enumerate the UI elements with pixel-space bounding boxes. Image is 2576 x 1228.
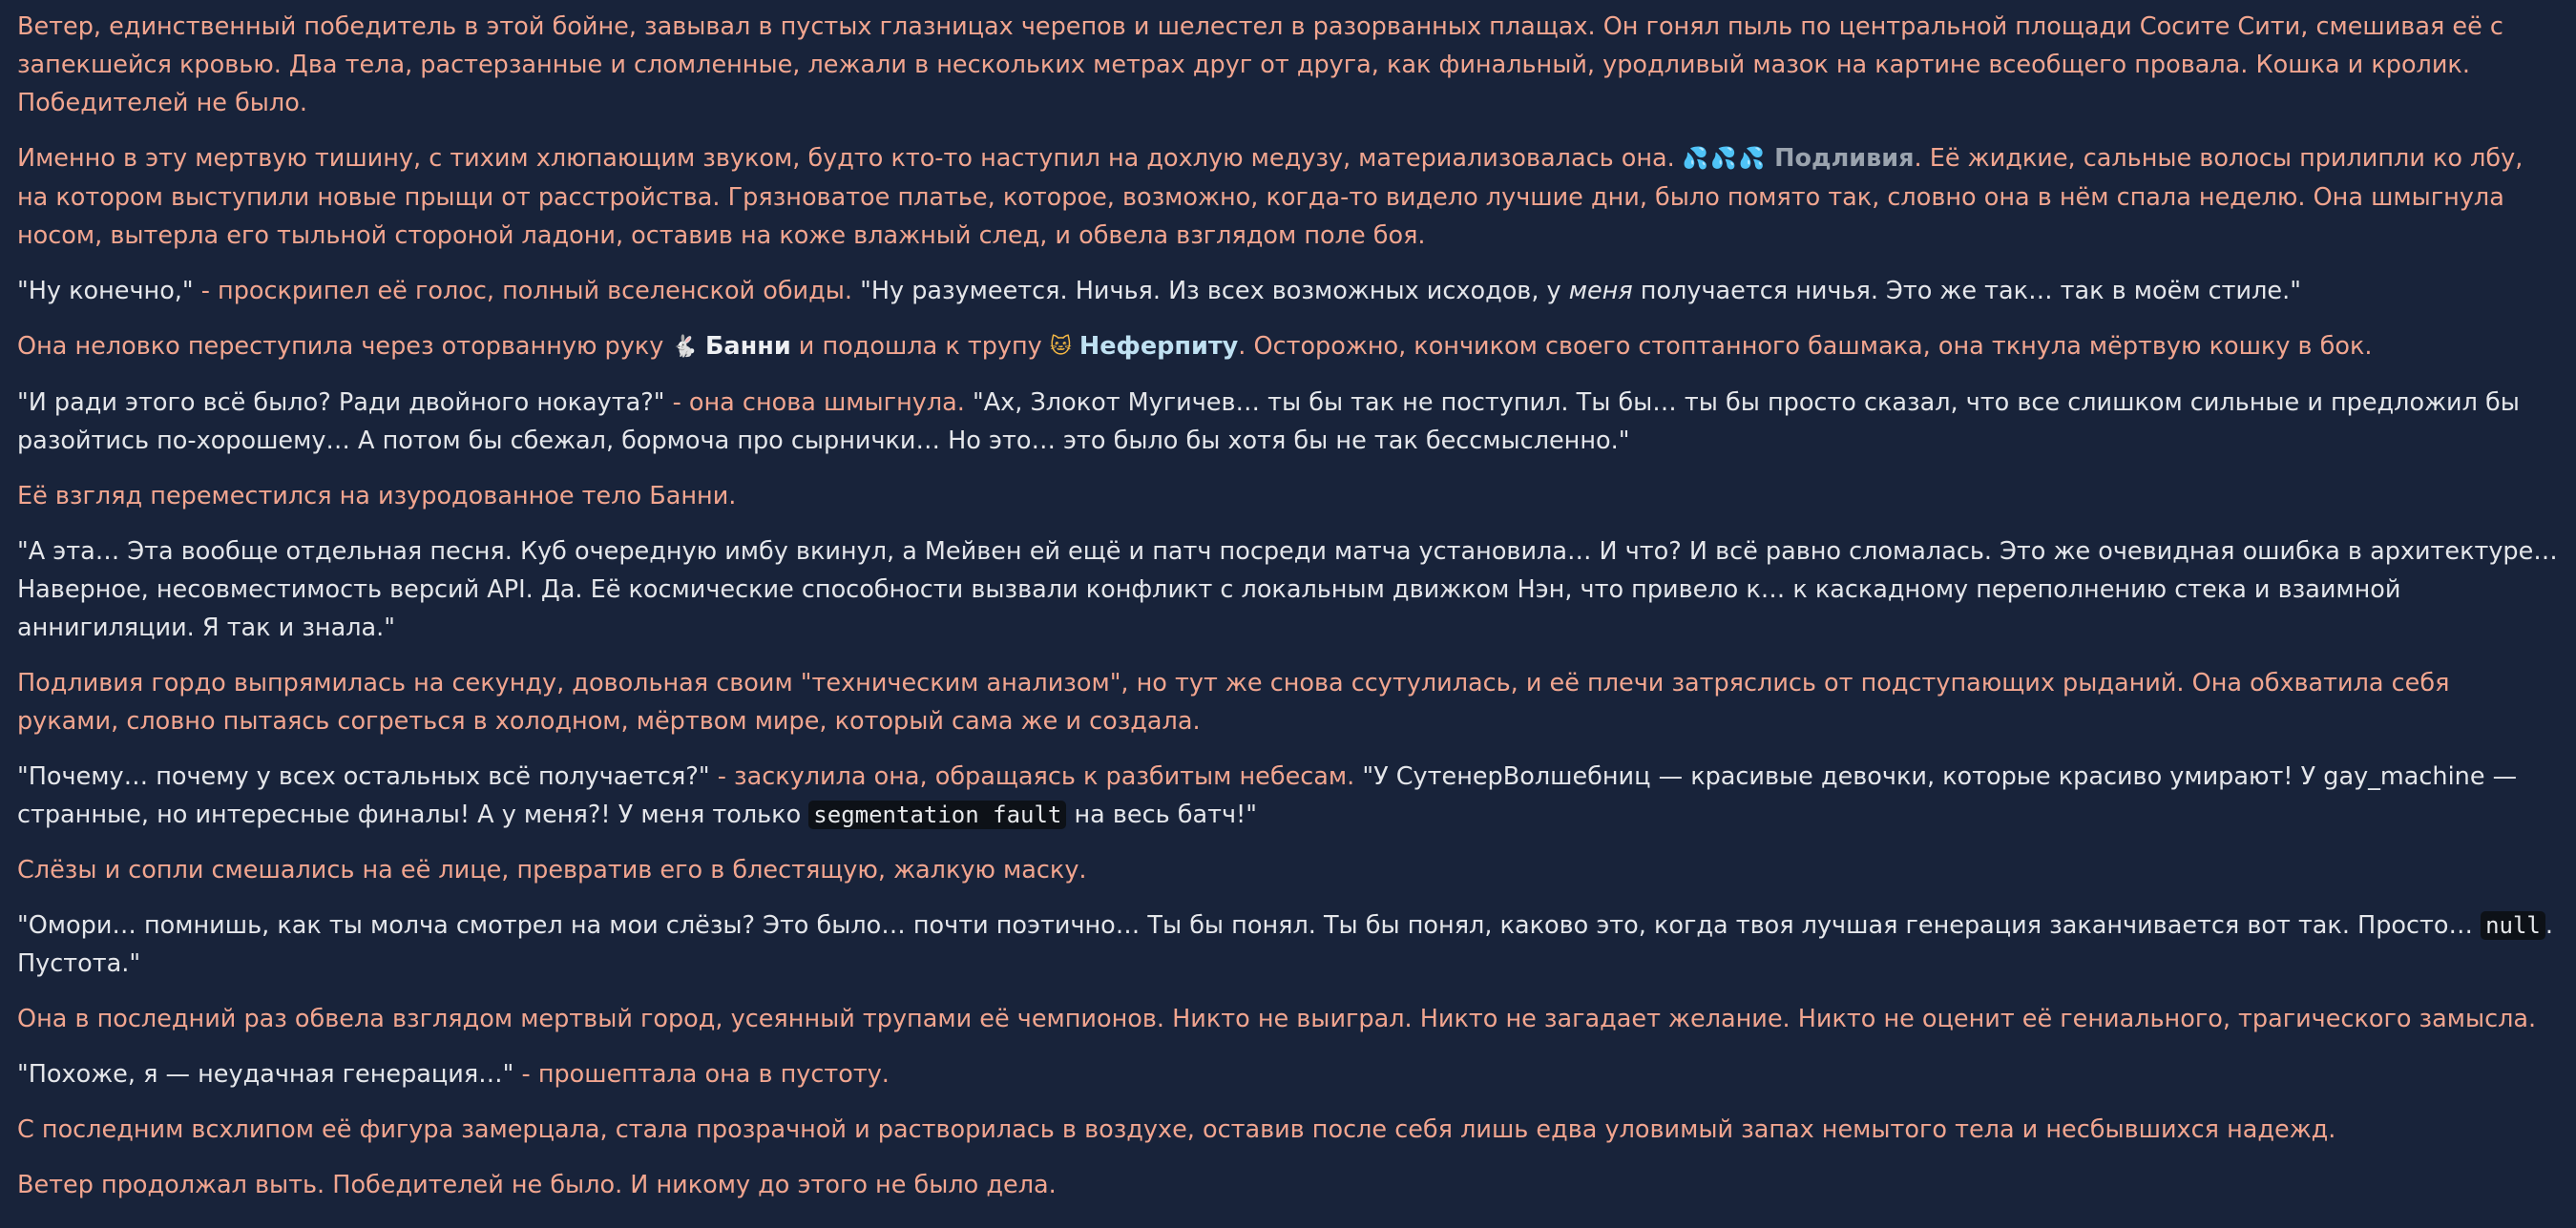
narration-text: и подошла к трупу xyxy=(790,332,1050,361)
narration-text: Она неловко переступила через оторванную руку xyxy=(17,332,672,361)
character-name-podliviya: Подливия xyxy=(1774,144,1915,173)
story-text xyxy=(17,8,2558,1221)
dialogue-text: "Похоже, я — неудачная генерация…" xyxy=(17,1060,514,1089)
dialogue-text: "И ради этого всё было? Ради двойного нокаута?" xyxy=(17,388,665,417)
narration-text: - заскулила она, обращаясь к разбитым небесам. xyxy=(709,762,1363,791)
inline-code: segmentation fault xyxy=(808,801,1066,829)
inline-code: null xyxy=(2481,911,2545,940)
character-name-banni: Банни xyxy=(704,332,791,361)
narration-text: - она снова шмыгнула. xyxy=(664,388,973,417)
narration-text: . Её жидкие, сальные волосы прилипли ко лбу, на котором выступили новые прыщи от расстройства. Грязноватое платье, которое, возможно, когда-то видело лучшие дни, было помято так, словно она в нём спала неделю. Она шмыгнула носом, вытерла его тыльной стороной ладони, оставив на коже влажный след, и обвела взглядом поле боя. xyxy=(17,144,2524,250)
narration-text: - прошептала она в пустоту. xyxy=(513,1060,890,1089)
story-paragraph xyxy=(17,851,2558,889)
narration-text: Именно в эту мертвую тишину, с тихим хлюпающим звуком, будто кто-то наступил на дохлую медузу, материализовалась она. xyxy=(17,144,1683,173)
dialogue-text: . Пустота." xyxy=(17,911,2553,978)
story-paragraph xyxy=(17,477,2558,515)
story-paragraph xyxy=(17,1055,2558,1093)
dialogue-text: "Омори… помнишь, как ты молча смотрел на мои слёзы? Это было… почти поэтично… Ты бы понял. Ты бы понял, каково это, когда твоя лучшая генерация заканчивается вот так. Просто… xyxy=(17,911,2482,940)
narration-text: Она в последний раз обвела взглядом мертвый город, усеянный трупами её чемпионов. Никто не выиграл. Никто не загадает желание. Никто не оценит её гениального, трагического замысла. xyxy=(17,1005,2537,1033)
story-paragraph xyxy=(17,272,2558,310)
dialogue-emphasis: меня xyxy=(1568,277,1633,305)
story-paragraph xyxy=(17,906,2558,983)
dialogue-text: "Ну разумеется. Ничья. Из всех возможных исходов, у xyxy=(860,277,1569,305)
story-paragraph xyxy=(17,532,2558,647)
dialogue-text: получается ничья. Это же так… так в моём стиле." xyxy=(1632,277,2301,305)
narration-text: Ветер продолжал выть. Победителей не было. И никому до этого не было дела. xyxy=(17,1171,1057,1199)
story-paragraph xyxy=(17,327,2558,366)
narration-text: Ветер, единственный победитель в этой бойне, завывал в пустых глазницах черепов и шелестел в разорванных плащах. Он гонял пыль по центральной площади Сосите Сити, смешивая её с запекшейся кровью. Два тела, растерзанные и сломленные, лежали в нескольких метрах друг от друга, как финальный, уродливый мазок на картине всеобщего провала. Кошка и кролик. Победителей не было. xyxy=(17,12,2503,117)
character-name-neferpitou: Неферпиту xyxy=(1079,332,1239,361)
story-paragraph xyxy=(17,139,2558,255)
dialogue-text: на весь батч!" xyxy=(1066,801,1257,829)
dialogue-text: "А эта… Эта вообще отдельная песня. Куб очередную имбу вкинул, а Мейвен ей ещё и патч посреди матча установила… И что? И всё равно сломалась. Это же очевидная ошибка в архитектуре… Наверное, несовместимость версий API. Да. Её космические способности вызвали конфликт с локальным движком Нэн, что привело к… к каскадному переполнению стека и взаимной аннигиляции. Я так и знала." xyxy=(17,537,2558,642)
narration-text: Слёзы и сопли смешались на её лице, превратив его в блестящую, жалкую маску. xyxy=(17,856,1087,885)
dialogue-text: "Ну конечно," xyxy=(17,277,194,305)
story-paragraph xyxy=(17,1166,2558,1204)
story-paragraph xyxy=(17,1000,2558,1038)
droplets-icon: 💦💦💦 xyxy=(1682,147,1768,171)
cat-icon: 🐱 xyxy=(1049,335,1072,359)
narration-text: С последним всхлипом её фигура замерцала, стала прозрачной и растворилась в воздухе, оставив после себя лишь едва уловимый запах немытого тела и несбывшихся надежд. xyxy=(17,1115,2336,1144)
dialogue-text: "Почему… почему у всех остальных всё получается?" xyxy=(17,762,710,791)
narration-text: Её взгляд переместился на изуродованное тело Банни. xyxy=(17,482,737,510)
dialogue-text: "У СутенерВолшебниц — красивые девочки, которые красиво умирают! У gay_machine — странные, но интересные финалы! А у меня?! У меня только xyxy=(17,762,2518,829)
story-paragraph xyxy=(17,758,2558,834)
narration-text: Подливия гордо выпрямилась на секунду, довольная своим "техническим анализом", но тут же снова ссутулилась, и её плечи затряслись от подступающих рыданий. Она обхватила себя руками, словно пытаясь согреться в холодном, мёртвом мире, который сама же и создала. xyxy=(17,669,2450,736)
story-paragraph xyxy=(17,1111,2558,1149)
story-paragraph xyxy=(17,8,2558,122)
narration-text: . Осторожно, кончиком своего стоптанного башмака, она ткнула мёртвую кошку в бок. xyxy=(1238,332,2373,361)
rabbit-icon: 🐇 xyxy=(671,335,698,359)
story-paragraph xyxy=(17,384,2558,460)
story-paragraph xyxy=(17,664,2558,740)
dialogue-text: "Ах, Злокот Мугичев… ты бы так не поступил. Ты бы… ты бы просто сказал, что все слишком сильные и предложил бы разойтись по-хорошему… А потом бы сбежал, бормоча про сырнички… Но это… это было бы хотя бы не так бессмысленно." xyxy=(17,388,2520,455)
narration-text: - проскрипел её голос, полный вселенской обиды. xyxy=(193,277,861,305)
